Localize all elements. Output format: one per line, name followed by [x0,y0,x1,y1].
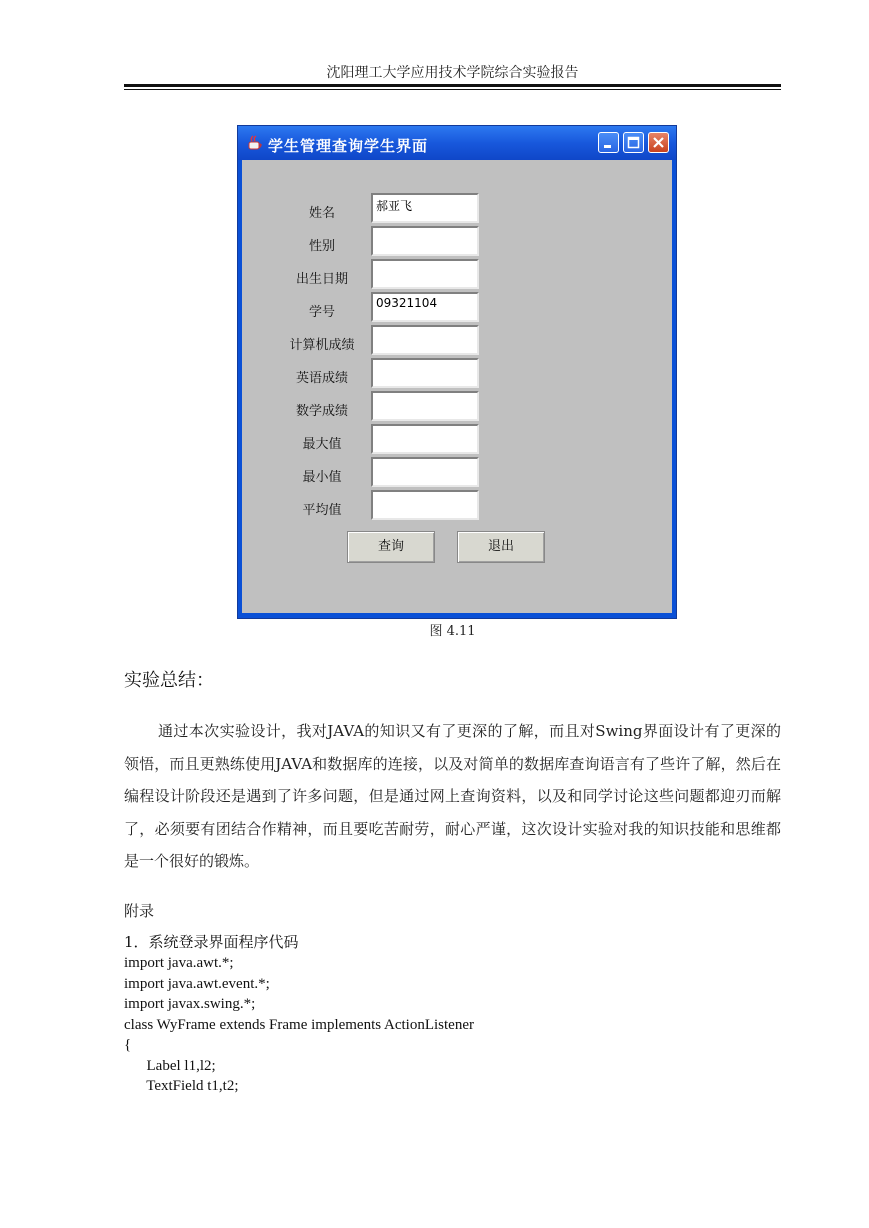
max-value-field[interactable] [371,424,479,454]
student-id-field[interactable]: 09321104 [371,292,479,322]
min-value-label: 最小值 [302,470,342,485]
english-score-label: 英语成绩 [295,371,348,386]
maximize-icon [624,133,643,152]
window-title: 学生管理查询学生界面 [268,137,429,155]
code-listing [124,953,474,1097]
max-value-label: 最大值 [302,437,342,452]
code-line: import java.awt.event.*; [124,975,270,992]
name-label: 姓名 [308,206,335,221]
close-icon [649,133,668,152]
close-button[interactable] [648,132,669,153]
birthdate-field[interactable] [371,259,479,289]
code-line: { [124,1037,132,1053]
summary-heading: 实验总结： [124,670,214,691]
running-header: 沈阳理工大学应用技术学院综合实验报告 [326,65,579,81]
math-score-field[interactable] [371,391,479,421]
code-line: TextField t1,t2; [124,1078,239,1094]
name-field[interactable]: 郝亚飞 [371,193,479,223]
java-cup-icon [246,134,264,152]
average-value-label: 平均值 [302,503,342,518]
computer-score-label: 计算机成绩 [289,338,355,353]
header-rule-thin [124,89,781,90]
appendix-label: 附录 [124,902,155,920]
average-value-field[interactable] [371,490,479,520]
minimize-icon [599,133,618,152]
screenshot-window [237,125,677,619]
code-line: class WyFrame extends Frame implements ActionListener [124,1016,474,1033]
header-rule-thick [124,84,781,87]
code-line: import java.awt.*; [124,955,234,971]
math-score-label: 数学成绩 [295,404,348,419]
gender-field[interactable] [371,226,479,256]
maximize-button[interactable] [623,132,644,153]
window-titlebar[interactable] [238,126,676,160]
code-line: import javax.swing.*; [124,996,256,1012]
code-line: Label l1,l2; [124,1057,216,1074]
english-score-field[interactable] [371,358,479,388]
appendix-item-title: 1．系统登录界面程序代码 [124,933,299,951]
window-client-area [242,160,672,613]
min-value-field[interactable] [371,457,479,487]
summary-paragraph: 通过本次实验设计，我对JAVA的知识又有了更深的了解，而且对Swing界面设计有了更深的领悟，而且更熟练使用JAVA和数据库的连接，以及对简单的数据库查询语言有了些许了解，然后在编程设计阶段还是遇到了许多问题，但是通过网上查询资料，以及和同学讨论这些问题都迎刃而解了，必须要有团结合作精神，而且要吃苦耐劳，耐心严谨，这次设计实验对我的知识技能和思维都是一个很好的锻炼。 [124,722,781,871]
computer-score-field[interactable] [371,325,479,355]
student-id-label: 学号 [308,305,335,320]
gender-label: 性别 [308,239,335,254]
minimize-button[interactable] [598,132,619,153]
query-button[interactable]: 查询 [347,531,435,563]
figure-caption: 图 4.11 [429,624,476,639]
birthdate-label: 出生日期 [295,272,348,287]
exit-button[interactable]: 退出 [457,531,545,563]
